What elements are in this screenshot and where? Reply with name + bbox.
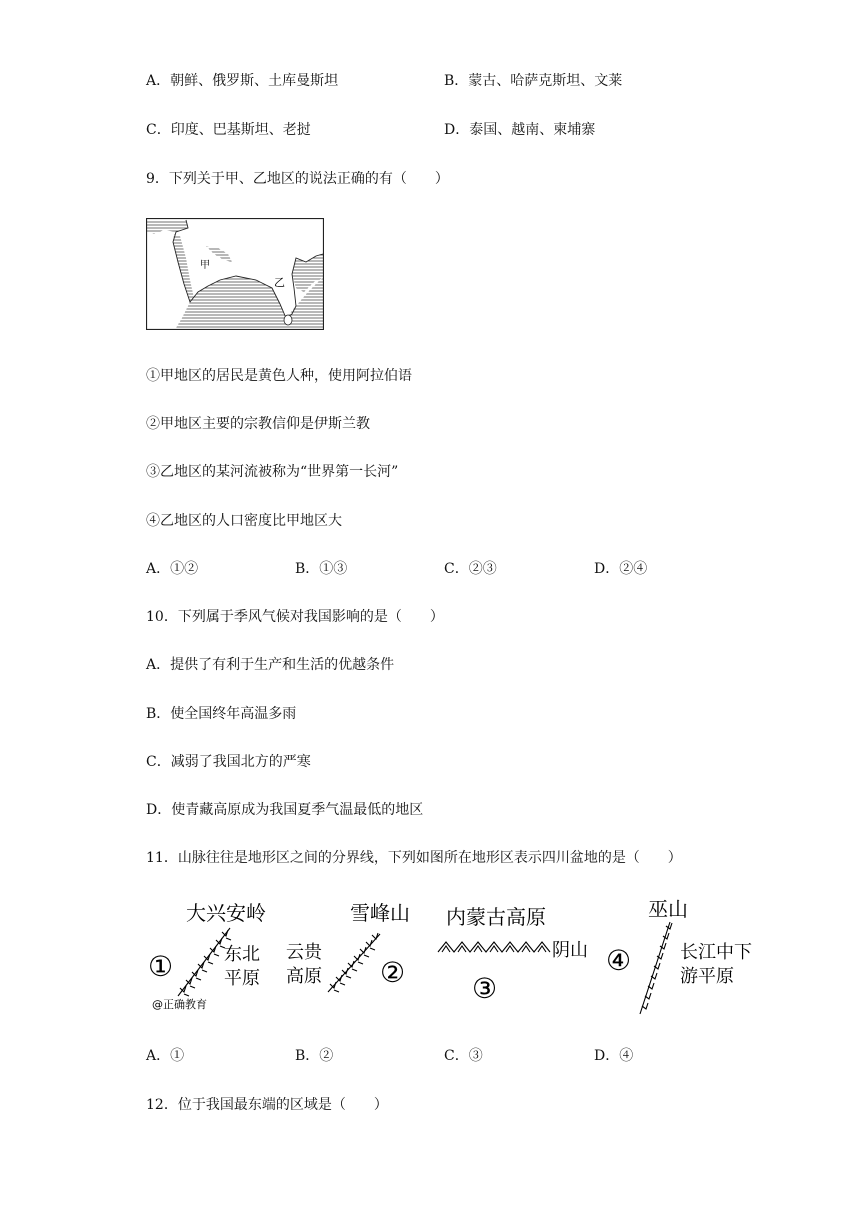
map-label-jia: 甲 [200, 260, 210, 271]
fig2-number: ② [380, 956, 406, 989]
fig4-region-line1: 长江中下 [680, 942, 752, 963]
q11-stem: 11．山脉往往是地形区之间的分界线，下列如图所在地形区表示四川盆地的是（ ） [146, 850, 682, 866]
q11-figure-4 [604, 892, 764, 1022]
fig3-number: ③ [472, 972, 498, 1005]
fig2-mountain-label: 雪峰山 [350, 901, 410, 925]
fig2-mountain-ridge [328, 933, 380, 992]
fig1-number: ① [148, 950, 174, 983]
q8-option-b: B．蒙古、哈萨克斯坦、文莱 [444, 73, 623, 89]
fig3-mountain-label: 阴山 [552, 940, 588, 961]
fig1-watermark: @正确教育 [152, 998, 207, 1011]
q10-option-d: D．使青藏高原成为我国夏季气温最低的地区 [146, 802, 424, 818]
q11-option-a: A．① [146, 1048, 185, 1064]
q9-option-a: A．①② [146, 561, 199, 577]
fig4-mountain-ridge [640, 922, 672, 1014]
fig4-number: ④ [606, 944, 632, 977]
fig2-region-line2: 高原 [286, 966, 322, 987]
q9-option-b: B．①③ [295, 561, 348, 577]
q9-statement-4: ④乙地区的人口密度比甲地区大 [146, 513, 342, 529]
q11-figure-1 [144, 892, 274, 1016]
q8-option-d: D．泰国、越南、柬埔寨 [444, 122, 596, 138]
fig1-region-line1: 东北 [224, 944, 260, 965]
fig4-mountain-label: 巫山 [648, 897, 688, 921]
map-label-yi: 乙 [274, 276, 285, 289]
q9-option-d: D．②④ [594, 561, 648, 577]
fig4-region-line2: 游平原 [680, 966, 734, 987]
q9-statement-3: ③乙地区的某河流被称为“世界第一长河” [146, 464, 399, 480]
q11-option-b: B．② [295, 1048, 334, 1064]
fig1-region-line2: 平原 [224, 968, 260, 989]
q8-option-c: C．印度、巴基斯坦、老挝 [146, 122, 311, 138]
q8-option-a: A．朝鲜、俄罗斯、土库曼斯坦 [146, 73, 339, 89]
fig2-region-line1: 云贵 [286, 942, 322, 963]
q9-stem: 9．下列关于甲、乙地区的说法正确的有（ ） [146, 171, 449, 187]
q9-statement-2: ②甲地区主要的宗教信仰是伊斯兰教 [146, 416, 370, 432]
q10-option-a: A．提供了有利于生产和生活的优越条件 [146, 657, 395, 673]
q11-figure-2 [284, 892, 414, 1016]
q11-figure-3 [432, 892, 592, 1016]
q11-option-d: D．④ [594, 1048, 634, 1064]
q12-stem: 12．位于我国最东端的区域是（ ） [146, 1097, 388, 1113]
q10-option-c: C．减弱了我国北方的严寒 [146, 754, 311, 770]
q9-option-c: C．②③ [444, 561, 497, 577]
q9-map [146, 218, 324, 330]
fig3-mountain-ridge [438, 942, 550, 952]
q10-option-b: B．使全国终年高温多雨 [146, 706, 297, 722]
q9-statement-1: ①甲地区的居民是黄色人种，使用阿拉伯语 [146, 368, 412, 384]
fig1-mountain-label: 大兴安岭 [186, 901, 266, 925]
fig3-region-label: 内蒙古高原 [446, 905, 546, 929]
q11-option-c: C．③ [444, 1048, 483, 1064]
q10-stem: 10．下列属于季风气候对我国影响的是（ ） [146, 609, 444, 625]
